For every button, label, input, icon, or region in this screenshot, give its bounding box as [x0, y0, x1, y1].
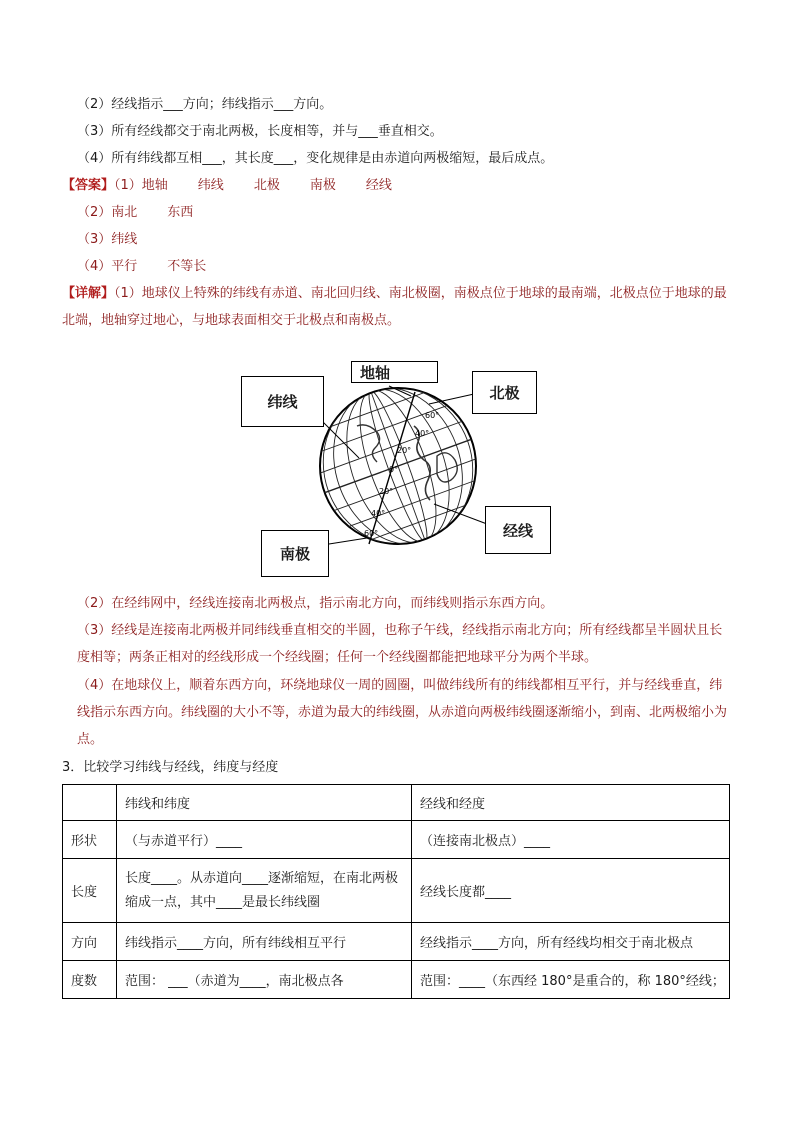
globe-figure — [239, 356, 574, 578]
degree-mark: 0° — [389, 465, 399, 474]
answer-1-item: 纬线 — [197, 178, 224, 193]
answer-line-2 — [77, 203, 193, 223]
answer-2-prefix: （2）南北 — [77, 205, 138, 220]
row-label: 度数 — [63, 961, 117, 999]
answer-4-prefix: （4）平行 — [77, 259, 138, 274]
table-cell: 经线长度都____ — [412, 859, 730, 923]
detail-tag: 【详解】 — [62, 286, 115, 301]
degree-mark: 20° — [379, 487, 394, 496]
table-row — [63, 821, 730, 859]
detail-text-1: （1）地球仪上特殊的纬线有赤道、南北回归线、南北极圈，南极点位于地球的最南端，北极点位于地球的最北端，地轴穿过地心，与地球表面相交于北极点和南极点。 — [62, 286, 727, 328]
table-header-row — [63, 785, 730, 821]
degree-mark: 60° — [425, 411, 440, 420]
degree-mark: 20° — [397, 446, 412, 455]
table-row — [63, 961, 730, 999]
answer-line-3: （3）纬线 — [77, 232, 138, 247]
row-label: 形状 — [63, 821, 117, 859]
table-row — [63, 923, 730, 961]
question-4: （4）所有纬线都互相___，其长度___，变化规律是由赤道向两极缩短，最后成点。 — [77, 151, 554, 166]
answer-1-prefix: （1）地轴 — [114, 178, 168, 193]
degree-mark: 60° — [364, 529, 379, 538]
label-weixian: 纬线 — [241, 376, 324, 427]
answer-1-item: 南极 — [309, 178, 336, 193]
answer-tag: 【答案】 — [62, 178, 115, 193]
table-cell: （连接南北极点）____ — [412, 821, 730, 859]
row-label: 长度 — [63, 859, 117, 923]
table-cell: 长度____。从赤道向____逐渐缩短，在南北两极缩成一点，其中____是最长纬线圈 — [117, 859, 412, 923]
answer-line-1 — [62, 176, 392, 196]
table-header-cell: 经线和经度 — [412, 785, 730, 821]
section-3-title: 3．比较学习纬线与经线，纬度与经度 — [62, 760, 279, 775]
label-jingxian: 经线 — [485, 506, 551, 554]
answer-2-item: 东西 — [167, 205, 194, 220]
table-cell: 范围：____（东西经 180°是重合的，称 180°经线； — [412, 961, 730, 999]
label-nanji: 南极 — [261, 530, 329, 577]
detail-paragraph-2: （2）在经纬网中，经线连接南北两极点，指示南北方向，而纬线则指示东西方向。 — [77, 596, 554, 611]
label-dizhou: 地轴 — [351, 361, 438, 383]
label-beiji: 北极 — [472, 371, 537, 414]
table-cell: 经线指示____方向，所有经线均相交于南北极点 — [412, 923, 730, 961]
question-3: （3）所有经线都交于南北两极，长度相等，并与___垂直相交。 — [77, 124, 443, 139]
answer-1-item: 北极 — [253, 178, 280, 193]
table-cell: 纬线指示____方向，所有纬线相互平行 — [117, 923, 412, 961]
degree-mark: 40° — [371, 509, 386, 518]
table-header-cell — [63, 785, 117, 821]
detail-paragraph-3: （3）经线是连接南北两极并同纬线垂直相交的半圆，也称子午线，经线指示南北方向；所有经线都呈半圆状且长度相等；两条正相对的经线形成一个经线圈；任何一个经线圈都能把地球平分为两个半球。 — [77, 623, 723, 665]
comparison-table — [62, 784, 730, 999]
table-header-cell: 纬线和纬度 — [117, 785, 412, 821]
table-cell: 范围： ___（赤道为____，南北极点各 — [117, 961, 412, 999]
answer-1-item: 经线 — [365, 178, 392, 193]
detail-paragraph-1 — [62, 280, 732, 334]
answer-line-4 — [77, 257, 206, 277]
answer-4-item: 不等长 — [167, 259, 207, 274]
table-cell: （与赤道平行）____ — [117, 821, 412, 859]
detail-paragraph-4: （4）在地球仪上，顺着东西方向，环绕地球仪一周的圆圈，叫做纬线所有的纬线都相互平行，并与经线垂直，纬线指示东西方向。纬线圈的大小不等，赤道为最大的纬线圈，从赤道向两极纬线圈逐渐缩小，到南、北两极缩小为点。 — [77, 678, 728, 747]
question-2: （2）经线指示___方向；纬线指示___方向。 — [77, 97, 333, 112]
table-row — [63, 859, 730, 923]
degree-mark: 40° — [415, 429, 430, 438]
row-label: 方向 — [63, 923, 117, 961]
